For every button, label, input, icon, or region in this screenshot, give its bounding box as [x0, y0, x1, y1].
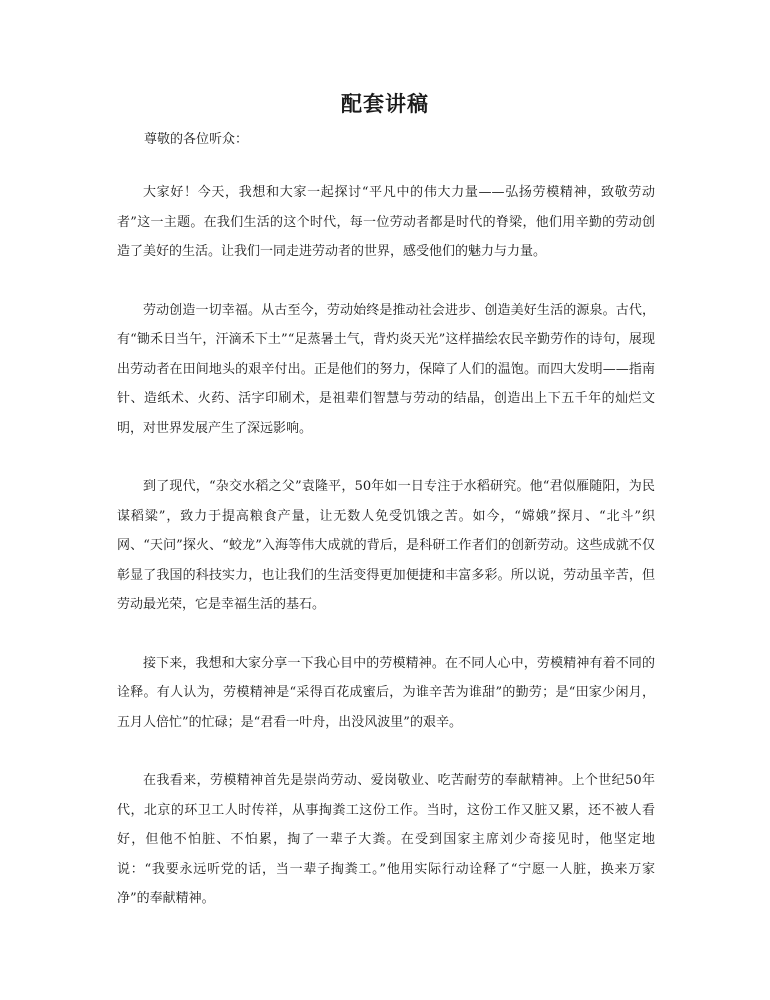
page-title: 配套讲稿: [341, 91, 429, 116]
paragraph-intro: 大家好！今天，我想和大家一起探讨“平凡中的伟大力量——弘扬劳模精神，致敬劳动者”这一主题。在我们生活的这个时代，每一位劳动者都是时代的脊梁，他们用辛勤的劳动创造了美好的生活。让我们一同走进劳动者的世界，感受他们的魅力与力量。: [117, 185, 655, 259]
paragraph-modern-achievements: 到了现代，“杂交水稻之父”袁隆平，50年如一日专注于水稻研究。他“君似雁随阳，为民谋稻粱”，致力于提高粮食产量，让无数人免受饥饿之苦。如今，“嫦娥”探月、“北斗”织网、“天问”探火、“蛟龙”入海等伟大成就的背后，是科研工作者们的创新劳动。这些成就不仅彰显了我国的科技实力，也让我们的生活变得更加便捷和丰富多彩。所以说，劳动虽辛苦，但劳动最光荣，它是幸福生活的基石。: [117, 479, 655, 612]
salutation: 尊敬的各位听众：: [144, 132, 249, 147]
paragraph-dedication: 在我看来，劳模精神首先是崇尚劳动、爱岗敬业、吃苦耐劳的奉献精神。上个世纪50年代，北京的环卫工人时传祥，从事掏粪工这份工作。当时，这份工作又脏又累，还不被人看好，但他不怕脏、不怕累，掏了一辈子大粪。在受到国家主席刘少奇接见时，他坚定地说：“我要永远听党的话，当一辈子掏粪工。”他用实际行动诠释了“宁愿一人脏，换来万家净”的奉献精神。: [117, 773, 655, 906]
speech-body: [117, 178, 655, 943]
paragraph-model-worker-spirit: 接下来，我想和大家分享一下我心目中的劳模精神。在不同人心中，劳模精神有着不同的诠释。有人认为，劳模精神是“采得百花成蜜后，为谁辛苦为谁甜”的勤劳；是“田家少闲月，五月人倍忙”的忙碌；是“君看一叶舟，出没风波里”的艰辛。: [117, 655, 655, 730]
paragraph-labor-creates-happiness: 劳动创造一切幸福。从古至今，劳动始终是推动社会进步、创造美好生活的源泉。古代，有“锄禾日当午，汗滴禾下土”“足蒸暑土气，背灼炎天光”这样描绘农民辛勤劳作的诗句，展现出劳动者在田间地头的艰辛付出。正是他们的努力，保障了人们的温饱。而四大发明——指南针、造纸术、火药、活字印刷术，是祖辈们智慧与劳动的结晶，创造出上下五千年的灿烂文明，对世界发展产生了深远影响。: [117, 302, 655, 436]
